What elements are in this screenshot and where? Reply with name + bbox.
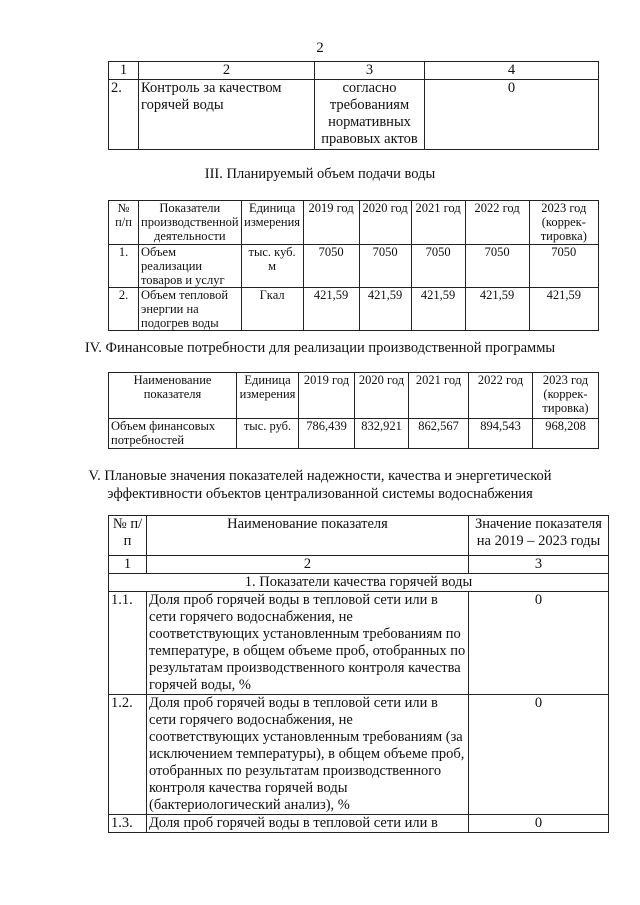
row-text: Доля проб горячей воды в тепловой сети или в сети горячего водоснабжения, не соответствующих установленным требованиям (за исключением температуры), в общем объеме проб, отобранных по результатам производственного контроля качества горячей воды (бактериологический анализ), % (147, 695, 469, 815)
row-value: 786,439 (299, 419, 355, 449)
section-4-title: IV. Финансовые потребности для реализации производственной программы (84, 340, 556, 356)
table-row (109, 592, 609, 695)
table-header-row (109, 62, 599, 80)
table-header-row (109, 373, 599, 419)
table-row (109, 815, 609, 833)
header-cell: 2023 год (коррек-тировка) (529, 201, 598, 245)
table-row (109, 419, 599, 449)
row-value: 7050 (303, 245, 359, 288)
row-value: 421,59 (465, 288, 529, 331)
row-number: 2. (109, 288, 139, 331)
water-volume-table (108, 200, 599, 331)
row-value: 862,567 (409, 419, 469, 449)
row-value: 421,59 (359, 288, 411, 331)
header-cell: 2020 год (355, 373, 409, 419)
row-basis: согласно требованиям нормативных правовых актов (315, 80, 425, 150)
row-value: 0 (469, 695, 609, 815)
header-cell: 4 (425, 62, 599, 80)
header-cell: 2019 год (299, 373, 355, 419)
column-number: 2 (147, 556, 469, 574)
table-row (109, 245, 599, 288)
row-value: 421,59 (411, 288, 465, 331)
table-row (109, 288, 599, 331)
row-text: Доля проб горячей воды в тепловой сети или в сети горячего водоснабжения, не соответствующих установленным требованиям по температуре, в общем объеме проб, отобранных по результатам производственного контроля качества горячей воды, % (147, 592, 469, 695)
row-value: 968,208 (533, 419, 599, 449)
column-number: 3 (469, 556, 609, 574)
header-cell: 2023 год (коррек-тировка) (533, 373, 599, 419)
row-value: 894,543 (469, 419, 533, 449)
table-row (109, 695, 609, 815)
header-cell: 2021 год (411, 201, 465, 245)
row-value: 421,59 (529, 288, 598, 331)
group-title-row (109, 574, 609, 592)
table-row (109, 80, 599, 150)
header-cell: Наименование показателя (147, 516, 469, 556)
header-cell: 2022 год (465, 201, 529, 245)
header-cell: 3 (315, 62, 425, 80)
section-5-title-line-2: эффективности объектов централизованной системы водоснабжения (107, 486, 533, 502)
column-number-row (109, 556, 609, 574)
row-unit: тыс. куб. м (241, 245, 303, 288)
row-name: Объем реализации товаров и услуг (139, 245, 242, 288)
row-unit: Гкал (241, 288, 303, 331)
section-5-title: V. Плановые значения показателей надежности, качества и энергетической (88, 468, 552, 484)
header-cell: 2020 год (359, 201, 411, 245)
row-number: 2. (109, 80, 139, 150)
row-number: 1.1. (109, 592, 147, 695)
row-value: 0 (425, 80, 599, 150)
indicators-table (108, 515, 609, 833)
table-header-row (109, 516, 609, 556)
row-value: 0 (469, 815, 609, 833)
header-cell: № п/п (109, 201, 139, 245)
row-value: 7050 (411, 245, 465, 288)
header-cell: Наименование показателя (109, 373, 237, 419)
continuation-table (108, 61, 599, 150)
table-header-row (109, 201, 599, 245)
header-cell: 1 (109, 62, 139, 80)
header-cell: Показатели производственной деятельности (139, 201, 242, 245)
row-name: Объем тепловой энергии на подогрев воды (139, 288, 242, 331)
row-value: 421,59 (303, 288, 359, 331)
header-cell: 2019 год (303, 201, 359, 245)
header-cell: 2021 год (409, 373, 469, 419)
financial-needs-table (108, 372, 599, 449)
row-text: Доля проб горячей воды в тепловой сети или в (147, 815, 469, 833)
column-number: 1 (109, 556, 147, 574)
header-cell: 2022 год (469, 373, 533, 419)
section-3-title: III. Планируемый объем подачи воды (204, 166, 436, 182)
row-unit: тыс. руб. (237, 419, 299, 449)
header-cell: 2 (139, 62, 315, 80)
row-value: 7050 (359, 245, 411, 288)
row-name: Объем финансовых потребностей (109, 419, 237, 449)
header-cell: Единица измерения (241, 201, 303, 245)
row-value: 7050 (529, 245, 598, 288)
header-cell: Значение показателя на 2019 – 2023 годы (469, 516, 609, 556)
row-number: 1. (109, 245, 139, 288)
header-cell: Единица измерения (237, 373, 299, 419)
row-name: Контроль за качеством горячей воды (139, 80, 315, 150)
row-value: 0 (469, 592, 609, 695)
page-number: 2 (316, 40, 324, 56)
row-number: 1.2. (109, 695, 147, 815)
row-value: 832,921 (355, 419, 409, 449)
group-title: 1. Показатели качества горячей воды (109, 574, 609, 592)
header-cell: № п/п (109, 516, 147, 556)
row-value: 7050 (465, 245, 529, 288)
row-number: 1.3. (109, 815, 147, 833)
